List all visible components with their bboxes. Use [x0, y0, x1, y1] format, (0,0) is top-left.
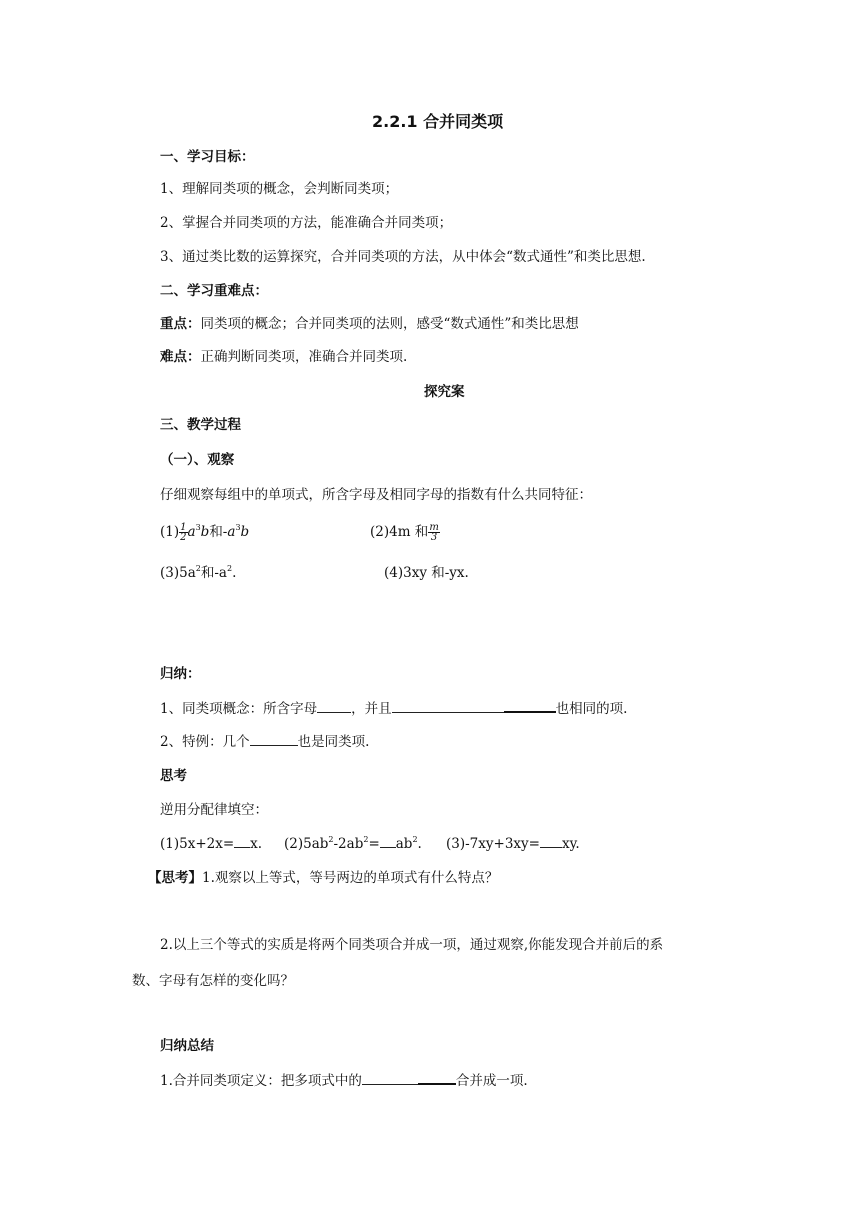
- exponent: 2: [363, 835, 369, 844]
- blank-definition[interactable]: [362, 1072, 418, 1085]
- summary-line-1-a: 1、同类项概念：所含字母: [160, 701, 318, 717]
- term-a: a: [187, 524, 196, 540]
- example-3-mid: 和-a: [200, 565, 227, 581]
- blank-eq3[interactable]: [540, 835, 562, 848]
- fraction-m-over-3: [428, 523, 439, 542]
- explore-heading: 探究案: [424, 384, 465, 400]
- example-3-end: .: [232, 565, 237, 581]
- example-2: [370, 520, 440, 544]
- example-4: (4)3xy 和-yx.: [384, 565, 469, 581]
- blank-exponents-2[interactable]: [504, 699, 556, 713]
- objective-1: 1、理解同类项的概念，会判断同类项；: [160, 181, 399, 197]
- difficult-point: [160, 348, 407, 366]
- equation-1-b: x.: [250, 836, 263, 852]
- blank-letters[interactable]: [317, 700, 351, 713]
- objective-2: 2、掌握合并同类项的方法，能准确合并同类项；: [160, 215, 453, 231]
- equation-3-a: (3)-7xy+3xy=: [446, 836, 540, 852]
- equation-2-b: -2ab: [333, 836, 364, 852]
- section3-heading: 三、教学过程: [160, 417, 241, 433]
- observe-heading: （一）、观察: [160, 452, 235, 468]
- fraction-num: m: [429, 522, 439, 533]
- term-b: b: [200, 524, 210, 540]
- summary-line-1-c: 也相同的项.: [555, 701, 628, 717]
- think-label: 【思考】: [148, 870, 202, 886]
- example-2-label: (2)4m 和: [370, 524, 429, 540]
- difficult-point-text: 正确判断同类项，准确合并同类项.: [200, 349, 408, 365]
- conclusion-line-1: [160, 1071, 528, 1090]
- term2-b: b: [240, 524, 250, 540]
- example-1-mid: 和-: [209, 524, 228, 540]
- key-point: [160, 315, 579, 333]
- section2-heading: 二、学习重难点：: [160, 283, 268, 299]
- exponent: 2: [195, 564, 201, 573]
- fraction-half: [179, 523, 187, 542]
- think-question-2-line-1: 2.以上三个等式的实质是将两个同类项合并成一项，通过观察,你能发现合并前后的系: [160, 937, 664, 953]
- equation-2-a: (2)5ab: [284, 836, 329, 852]
- blank-definition-2[interactable]: [418, 1071, 456, 1085]
- exponent: 2: [412, 835, 418, 844]
- summary-line-2-a: 2、特例：几个: [160, 734, 250, 750]
- blank-special-case[interactable]: [250, 733, 298, 746]
- equation-2-e: .: [417, 836, 422, 852]
- conclusion-line-1-a: 1.合并同类项定义：把多项式中的: [160, 1073, 362, 1089]
- key-point-text: 同类项的概念；合并同类项的法则，感受“数式通性”和类比思想: [200, 316, 579, 332]
- difficult-point-label: 难点：: [160, 349, 201, 365]
- think-question-1: [148, 869, 498, 887]
- term2-a: a: [227, 524, 236, 540]
- equation-3: [446, 835, 580, 853]
- fraction-den: 2: [180, 532, 187, 543]
- section1-heading: 一、学习目标：: [160, 149, 255, 165]
- think-intro: 逆用分配律填空：: [160, 802, 268, 818]
- think-q1-text: 1.观察以上等式，等号两边的单项式有什么特点？: [202, 870, 499, 886]
- summary-heading: 归纳：: [160, 666, 201, 682]
- blank-exponents[interactable]: [392, 700, 504, 713]
- think-question-2-line-2: 数、字母有怎样的变化吗？: [132, 973, 294, 989]
- exponent: 2: [328, 835, 334, 844]
- equation-1-a: (1)5x+2x=: [160, 836, 235, 852]
- equation-3-b: xy.: [561, 836, 580, 852]
- example-3-a: (3)5a: [160, 565, 196, 581]
- equation-2-d: ab: [395, 836, 413, 852]
- blank-eq2[interactable]: [380, 835, 396, 848]
- summary-line-1: [160, 699, 627, 718]
- equation-2: [284, 835, 422, 853]
- conclusion-line-1-b: 合并成一项.: [455, 1073, 528, 1089]
- exponent-2: 2: [226, 564, 233, 573]
- equation-2-c: =: [368, 836, 380, 852]
- conclusion-heading: 归纳总结: [160, 1038, 214, 1054]
- fraction-den: 3: [430, 532, 438, 543]
- exponent-2: 3: [235, 523, 241, 532]
- page-title: 2.2.1 合并同类项: [372, 112, 504, 131]
- summary-line-2: [160, 733, 369, 751]
- objective-3: 3、通过类比数的运算探究，合并同类项的方法，从中体会“数式通性”和类比思想.: [160, 249, 646, 265]
- equation-1: [160, 835, 262, 853]
- key-point-label: 重点：: [160, 316, 201, 332]
- example-1: [160, 520, 249, 544]
- example-1-label: (1): [160, 524, 180, 540]
- summary-line-1-b: ，并且: [351, 701, 392, 717]
- think-heading: 思考: [160, 768, 187, 784]
- observe-intro: 仔细观察每组中的单项式，所含字母及相同字母的指数有什么共同特征：: [160, 487, 592, 503]
- blank-eq1[interactable]: [234, 835, 250, 848]
- exponent: 3: [195, 523, 201, 532]
- fraction-num: 1: [180, 522, 187, 533]
- summary-line-2-b: 也是同类项.: [297, 734, 370, 750]
- example-3: [160, 564, 236, 582]
